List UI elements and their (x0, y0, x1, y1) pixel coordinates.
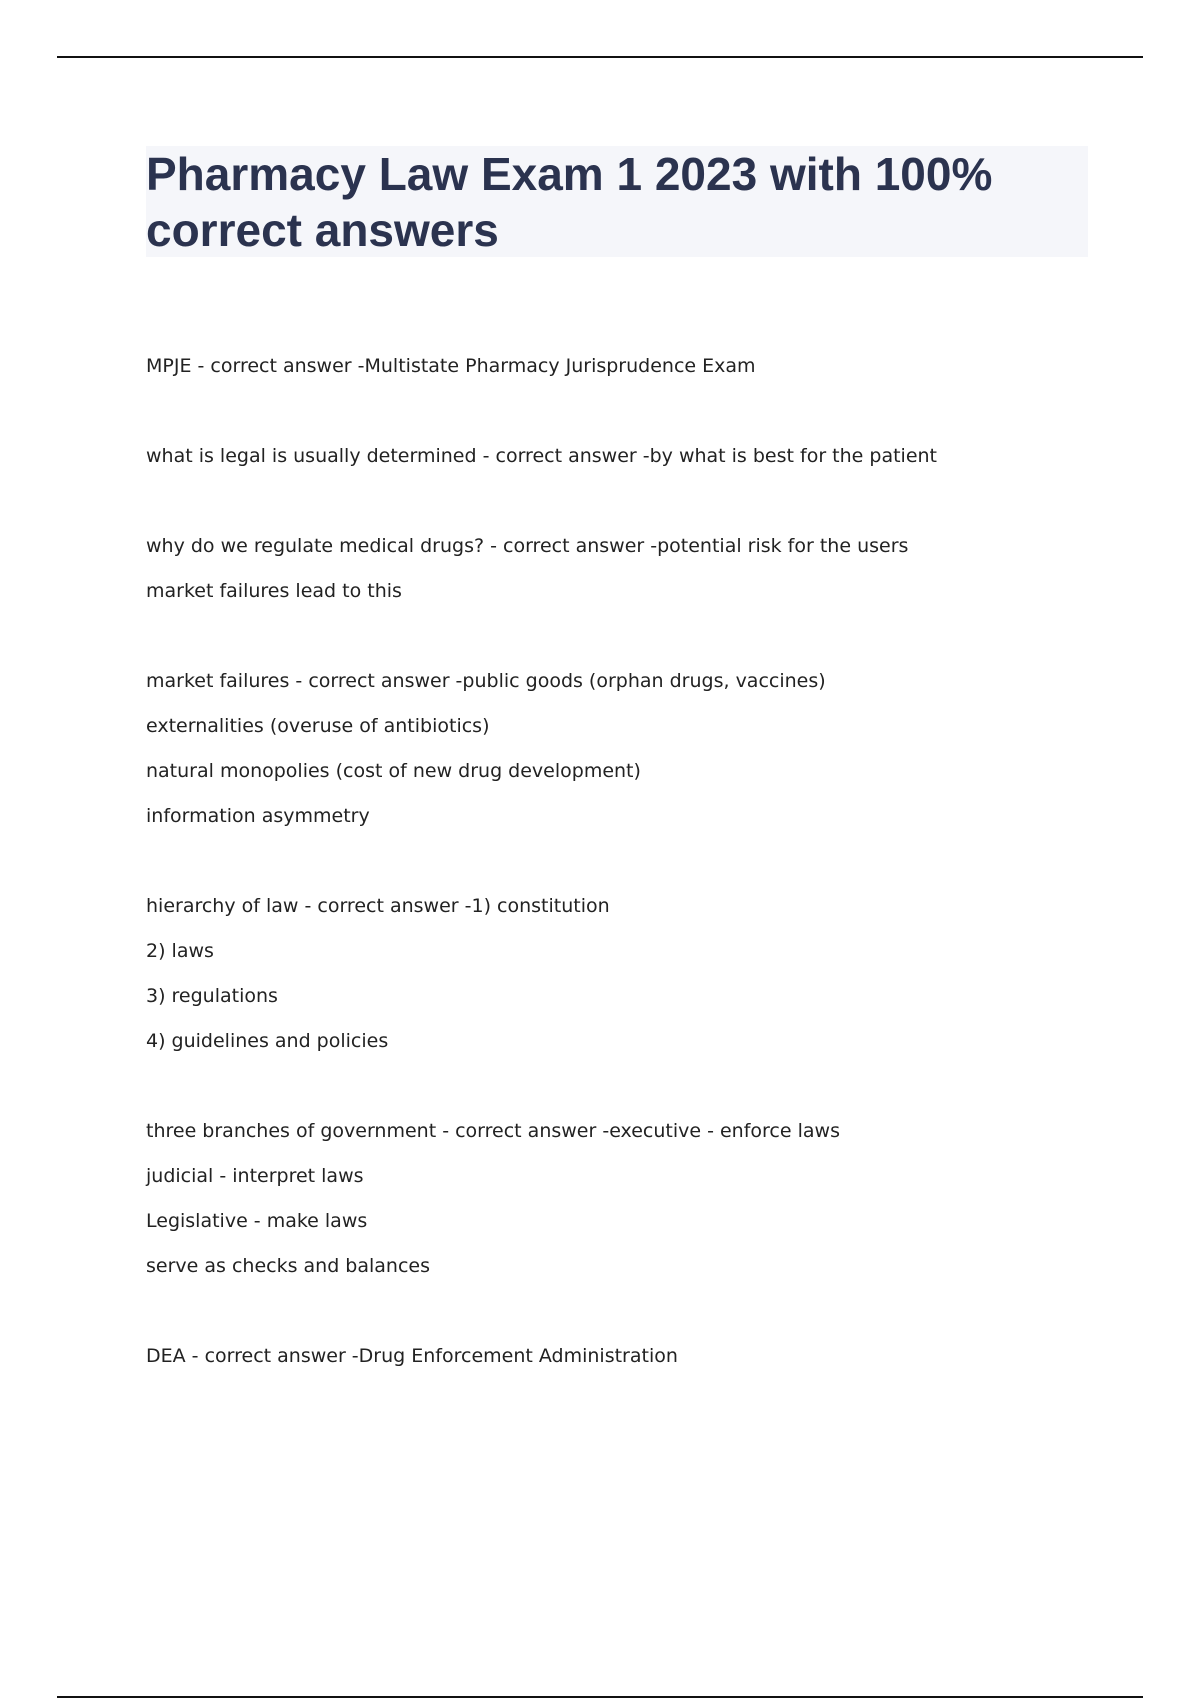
qa-answer-line: natural monopolies (cost of new drug development) (146, 760, 641, 782)
qa-first-line (146, 344, 1106, 389)
qa-first-line (146, 884, 1106, 929)
qa-separator: - correct answer - (476, 445, 650, 467)
qa-separator: - correct answer - (484, 535, 658, 557)
qa-answer-line: externalities (overuse of antibiotics) (146, 715, 490, 737)
qa-answer-line: serve as checks and balances (146, 1255, 431, 1277)
qa-first-line (146, 659, 1106, 704)
document-title: Pharmacy Law Exam 1 2023 with 100% correct answers (146, 148, 993, 256)
qa-first-line (146, 434, 1106, 479)
qa-separator: - correct answer - (436, 1120, 610, 1142)
qa-entry (146, 659, 1106, 839)
qa-term: hierarchy of law (146, 895, 299, 917)
qa-answer-line: Legislative - make laws (146, 1210, 368, 1232)
qa-answer-line: 3) regulations (146, 985, 278, 1007)
qa-separator: - correct answer - (185, 1345, 359, 1367)
qa-term: market failures (146, 670, 290, 692)
qa-entry (146, 434, 1106, 479)
qa-answer-line: information asymmetry (146, 805, 370, 827)
qa-term: three branches of government (146, 1120, 437, 1142)
qa-answer: 1) constitution (471, 895, 610, 917)
qa-term: MPJE (146, 355, 192, 377)
qa-separator: - correct answer - (289, 670, 463, 692)
qa-answer: potential risk for the users (657, 535, 909, 557)
qa-answer-line: market failures lead to this (146, 580, 402, 602)
qa-entry (146, 1334, 1106, 1379)
qa-first-line (146, 524, 1106, 569)
bottom-rule (57, 1696, 1143, 1698)
qa-entry (146, 524, 1106, 614)
qa-list (146, 344, 1106, 1424)
qa-answer-line: 2) laws (146, 940, 214, 962)
top-rule (57, 56, 1143, 58)
qa-entry (146, 1109, 1106, 1289)
qa-term: why do we regulate medical drugs? (146, 535, 485, 557)
qa-answer-line: judicial - interpret laws (146, 1165, 364, 1187)
qa-first-line (146, 1334, 1106, 1379)
qa-separator: - correct answer - (298, 895, 472, 917)
qa-first-line (146, 1109, 1106, 1154)
qa-entry (146, 884, 1106, 1064)
qa-term: DEA (146, 1345, 186, 1367)
qa-answer: by what is best for the patient (649, 445, 938, 467)
qa-term: what is legal is usually determined (146, 445, 477, 467)
qa-answer-line: 4) guidelines and policies (146, 1030, 389, 1052)
qa-answer: Multistate Pharmacy Jurisprudence Exam (364, 355, 756, 377)
qa-answer: executive - enforce laws (609, 1120, 840, 1142)
qa-answer: Drug Enforcement Administration (358, 1345, 678, 1367)
qa-entry (146, 344, 1106, 389)
qa-answer: public goods (orphan drugs, vaccines) (462, 670, 826, 692)
qa-separator: - correct answer - (191, 355, 365, 377)
